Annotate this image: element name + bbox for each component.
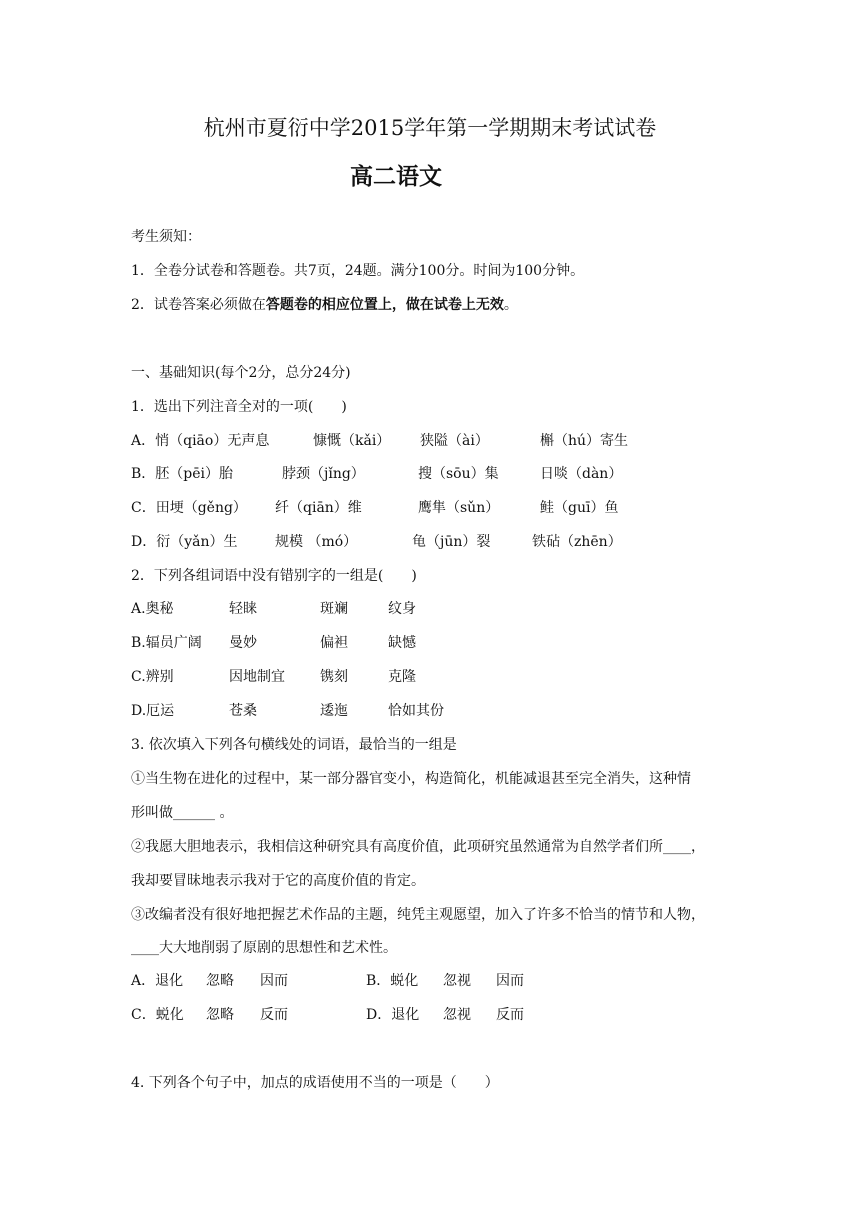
option-cell: 纤（qiān）维 <box>275 500 362 516</box>
option-cell: 搜（sōu）集 <box>418 466 499 482</box>
option-cell: 缺憾 <box>388 635 416 651</box>
option-cell: 偏袒 <box>320 635 348 651</box>
notice-item-2-prefix: 2．试卷答案必须做在 <box>131 297 266 313</box>
question-3-sentence-3-cont: ____大大地削弱了原剧的思想性和艺术性。 <box>131 940 397 956</box>
option-cell: C．蜕化 <box>131 1007 184 1023</box>
option-cell: 日啖（dàn） <box>540 466 623 482</box>
option-cell: 鲑（guī）鱼 <box>540 500 619 516</box>
question-3-sentence-3: ③改编者没有很好地把握艺术作品的主题，纯凭主观愿望，加入了许多不恰当的情节和人物， <box>131 907 705 923</box>
option-cell: A．悄（qiāo）无声息 <box>131 433 270 449</box>
option-cell: 鹰隼（sǔn） <box>418 500 500 516</box>
option-cell: 脖颈（jǐng） <box>282 466 365 482</box>
option-cell: C．田埂（gěng） <box>131 500 247 516</box>
option-cell: 轻睐 <box>229 601 257 617</box>
option-cell: 因而 <box>496 973 524 989</box>
option-cell: 忽视 <box>443 1007 471 1023</box>
notice-item-2-bold: 答题卷的相应位置上，做在试卷上无效 <box>265 297 504 313</box>
question-3-stem: 3. 依次填入下列各句横线处的词语，最恰当的一组是 <box>131 737 457 753</box>
question-4-stem: 4. 下列各个句子中，加点的成语使用不当的一项是（ ） <box>131 1075 499 1091</box>
option-cell: B．蜕化 <box>366 973 419 989</box>
option-cell: B.辐员广阔 <box>131 635 202 651</box>
option-cell: 规模 （mó） <box>275 534 358 550</box>
option-cell: D.厄运 <box>131 703 175 719</box>
question-3-sentence-2: ②我愿大胆地表示，我相信这种研究具有高度价值，此项研究虽然通常为自然学者们所____， <box>131 839 705 855</box>
option-cell: 曼妙 <box>229 635 257 651</box>
section-heading: 一、基础知识(每个2分，总分24分) <box>131 365 351 381</box>
option-cell: 反而 <box>260 1007 288 1023</box>
option-cell: 逶迤 <box>320 703 348 719</box>
option-cell: 忽略 <box>206 1007 234 1023</box>
option-cell: 龟（jūn）裂 <box>412 534 491 550</box>
question-3-sentence-1: ①当生物在进化的过程中，某一部分器官变小，构造简化，机能减退甚至完全消失，这种情 <box>131 771 691 787</box>
option-cell: 苍桑 <box>229 703 257 719</box>
question-1-stem: 1．选出下列注音全对的一项( ) <box>131 399 347 415</box>
notice-item-1: 1．全卷分试卷和答题卷。共7页，24题。满分100分。时间为100分钟。 <box>131 263 585 279</box>
notice-item-2-suffix: 。 <box>503 297 518 313</box>
option-cell: 狭隘（ài） <box>420 433 489 449</box>
notice-item-2 <box>131 294 518 314</box>
option-cell: A.奥秘 <box>131 601 174 617</box>
option-cell: A．退化 <box>131 973 184 989</box>
option-cell: 槲（hú）寄生 <box>540 433 629 449</box>
option-cell: 反而 <box>496 1007 524 1023</box>
option-cell: B．胚（pēi）胎 <box>131 466 234 482</box>
option-cell: 恰如其份 <box>388 703 444 719</box>
question-2-stem: 2．下列各组词语中没有错别字的一组是( ) <box>131 568 417 584</box>
option-cell: D．衍（yǎn）生 <box>131 534 238 550</box>
question-3-sentence-2-cont: 我却要冒昧地表示我对于它的高度价值的肯定。 <box>131 873 425 889</box>
option-cell: 因而 <box>260 973 288 989</box>
option-cell: 慷慨（kǎi） <box>313 433 391 449</box>
option-cell: 斑斓 <box>320 601 348 617</box>
option-cell: 克隆 <box>388 669 416 685</box>
option-cell: 铁砧（zhēn） <box>532 534 622 550</box>
exam-title: 杭州市夏衍中学2015学年第一学期期末考试试卷 <box>203 116 657 140</box>
question-3-sentence-1-cont: 形叫做______ 。 <box>131 805 234 821</box>
option-cell: 纹身 <box>388 601 416 617</box>
option-cell: D．退化 <box>366 1007 420 1023</box>
option-cell: 因地制宜 <box>229 669 285 685</box>
exam-subject: 高二语文 <box>350 163 442 190</box>
option-cell: 镌刻 <box>320 669 348 685</box>
option-cell: C.辨别 <box>131 669 174 685</box>
option-cell: 忽视 <box>443 973 471 989</box>
notice-heading: 考生须知： <box>131 229 201 245</box>
option-cell: 忽略 <box>206 973 234 989</box>
